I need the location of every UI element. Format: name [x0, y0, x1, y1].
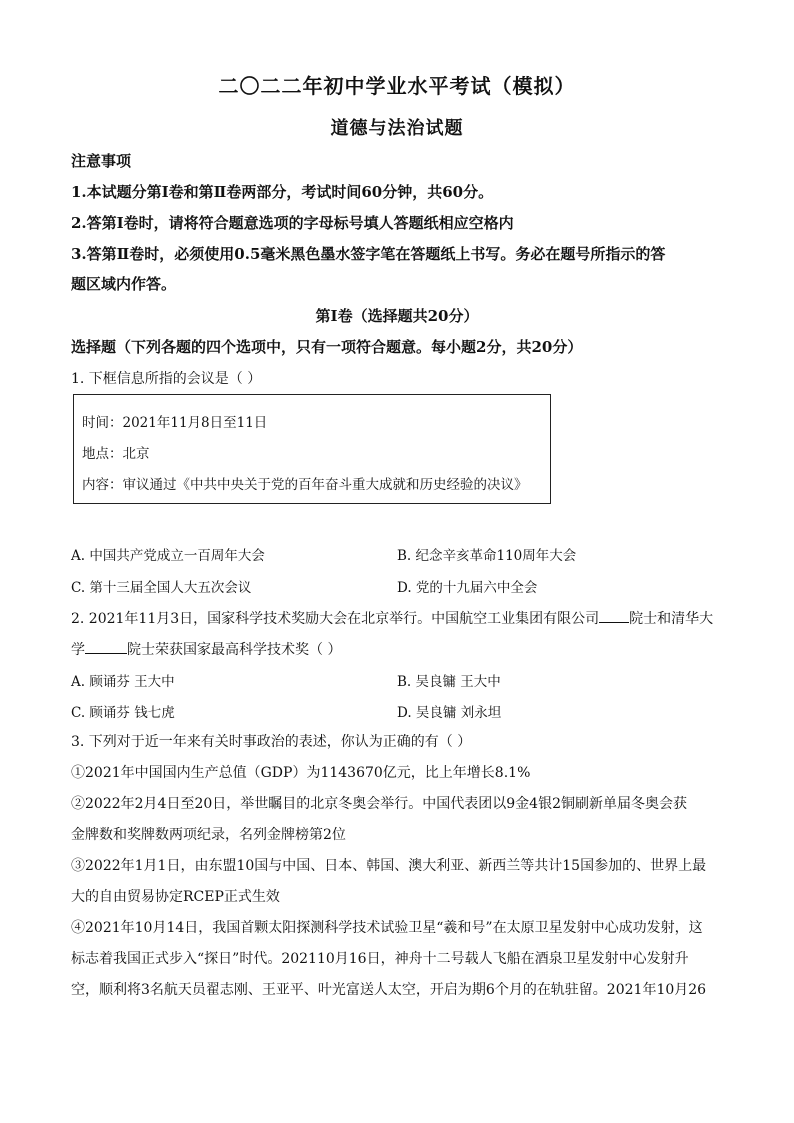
q3-statement-line: ①2021年中国国内生产总值（GDP）为1143670亿元，比上年增长8.1%	[71, 765, 531, 781]
q2-option-a[interactable]: A. 顾诵芬 王大中	[71, 674, 175, 690]
q1-option-c[interactable]: C. 第十三届全国人大五次会议	[71, 580, 252, 596]
q3-statement-line: 空，顺利将3名航天员翟志刚、王亚平、叶光富送人太空，开启为期6个月的在轨驻留。2021年10月26	[71, 982, 707, 998]
q3-statement-line: 金牌数和奖牌数两项纪录，名列金牌榜第2位	[71, 827, 346, 843]
notice-item-3: 3.答第Ⅱ卷时，必须使用0.5毫米黑色墨水签字笔在答题纸上书写。务必在题号所指示的答	[71, 245, 666, 263]
exam-title: 二〇二二年初中学业水平考试（模拟）	[218, 74, 576, 98]
q2-option-d[interactable]: D. 吴良镛 刘永坦	[397, 705, 502, 721]
q2-stem-part1: 2. 2021年11月3日，国家科学技术奖励大会在北京举行。中国航空工业集团有限公司	[71, 611, 600, 627]
q1-option-b[interactable]: B. 纪念辛亥革命110周年大会	[397, 548, 577, 564]
question-1-info-box	[73, 394, 551, 504]
notice-heading: 注意事项	[71, 152, 132, 170]
notice-item-2: 2.答第Ⅰ卷时，请将符合题意选项的字母标号填人答题纸相应空格内	[71, 214, 514, 232]
q1-option-a[interactable]: A. 中国共产党成立一百周年大会	[71, 548, 265, 564]
info-time: 时间：2021年11月8日至11日	[82, 415, 268, 431]
q3-statement-line: ④2021年10月14日，我国首颗太阳探测科学技术试验卫星“羲和号”在太原卫星发射中心成功发射，这	[71, 920, 703, 936]
info-content: 内容：审议通过《中共中央关于党的百年奋斗重大成就和历史经验的决议》	[82, 477, 528, 493]
q2-blank-2[interactable]	[85, 639, 127, 654]
q3-statement-line: 大的自由贸易协定RCEP正式生效	[71, 889, 280, 905]
exam-subtitle: 道德与法治试题	[330, 118, 464, 139]
q2-option-c[interactable]: C. 顾诵芬 钱七虎	[71, 705, 175, 721]
q3-statement-line: 标志着我国正式步入“探日”时代。202110月16日，神舟十二号载人飞船在酒泉卫星发射中心发射升	[71, 951, 689, 967]
info-place: 地点：北京	[82, 446, 150, 462]
q2-stem-part3: 学	[71, 642, 85, 658]
section-heading: 第Ⅰ卷（选择题共20分）	[315, 307, 479, 325]
q2-stem-part2: 院士和清华大	[629, 611, 714, 627]
q1-option-d[interactable]: D. 党的十九届六中全会	[397, 580, 538, 596]
q2-blank-1[interactable]	[599, 608, 629, 623]
notice-item-1: 1.本试题分第Ⅰ卷和第Ⅱ卷两部分，考试时间60分钟，共60分。	[71, 183, 494, 201]
notice-item-4: 题区域内作答。	[71, 275, 177, 293]
q3-statement-line: ③2022年1月1日，由东盟10国与中国、日本、韩国、澳大利亚、新西兰等共计15国参加的、世界上最	[71, 858, 707, 874]
question-2-stem-line2	[71, 639, 731, 659]
q3-statement-line: ②2022年2月4日至20日，举世瞩目的北京冬奥会举行。中国代表团以9金4银2铜刷新单届冬奥会获	[71, 796, 687, 812]
question-3-stem: 3. 下列对于近一年来有关时事政治的表述，你认为正确的有（ ）	[71, 734, 472, 750]
q2-option-b[interactable]: B. 吴良镛 王大中	[397, 674, 501, 690]
section-instruction: 选择题（下列各题的四个选项中，只有一项符合题意。每小题2分，共20分）	[71, 338, 583, 356]
question-1-stem: 1. 下框信息所指的会议是（ ）	[71, 371, 262, 387]
question-2-stem-line1	[71, 608, 731, 628]
q2-stem-part4: 院士荣获国家最高科学技术奖（ ）	[127, 642, 342, 658]
